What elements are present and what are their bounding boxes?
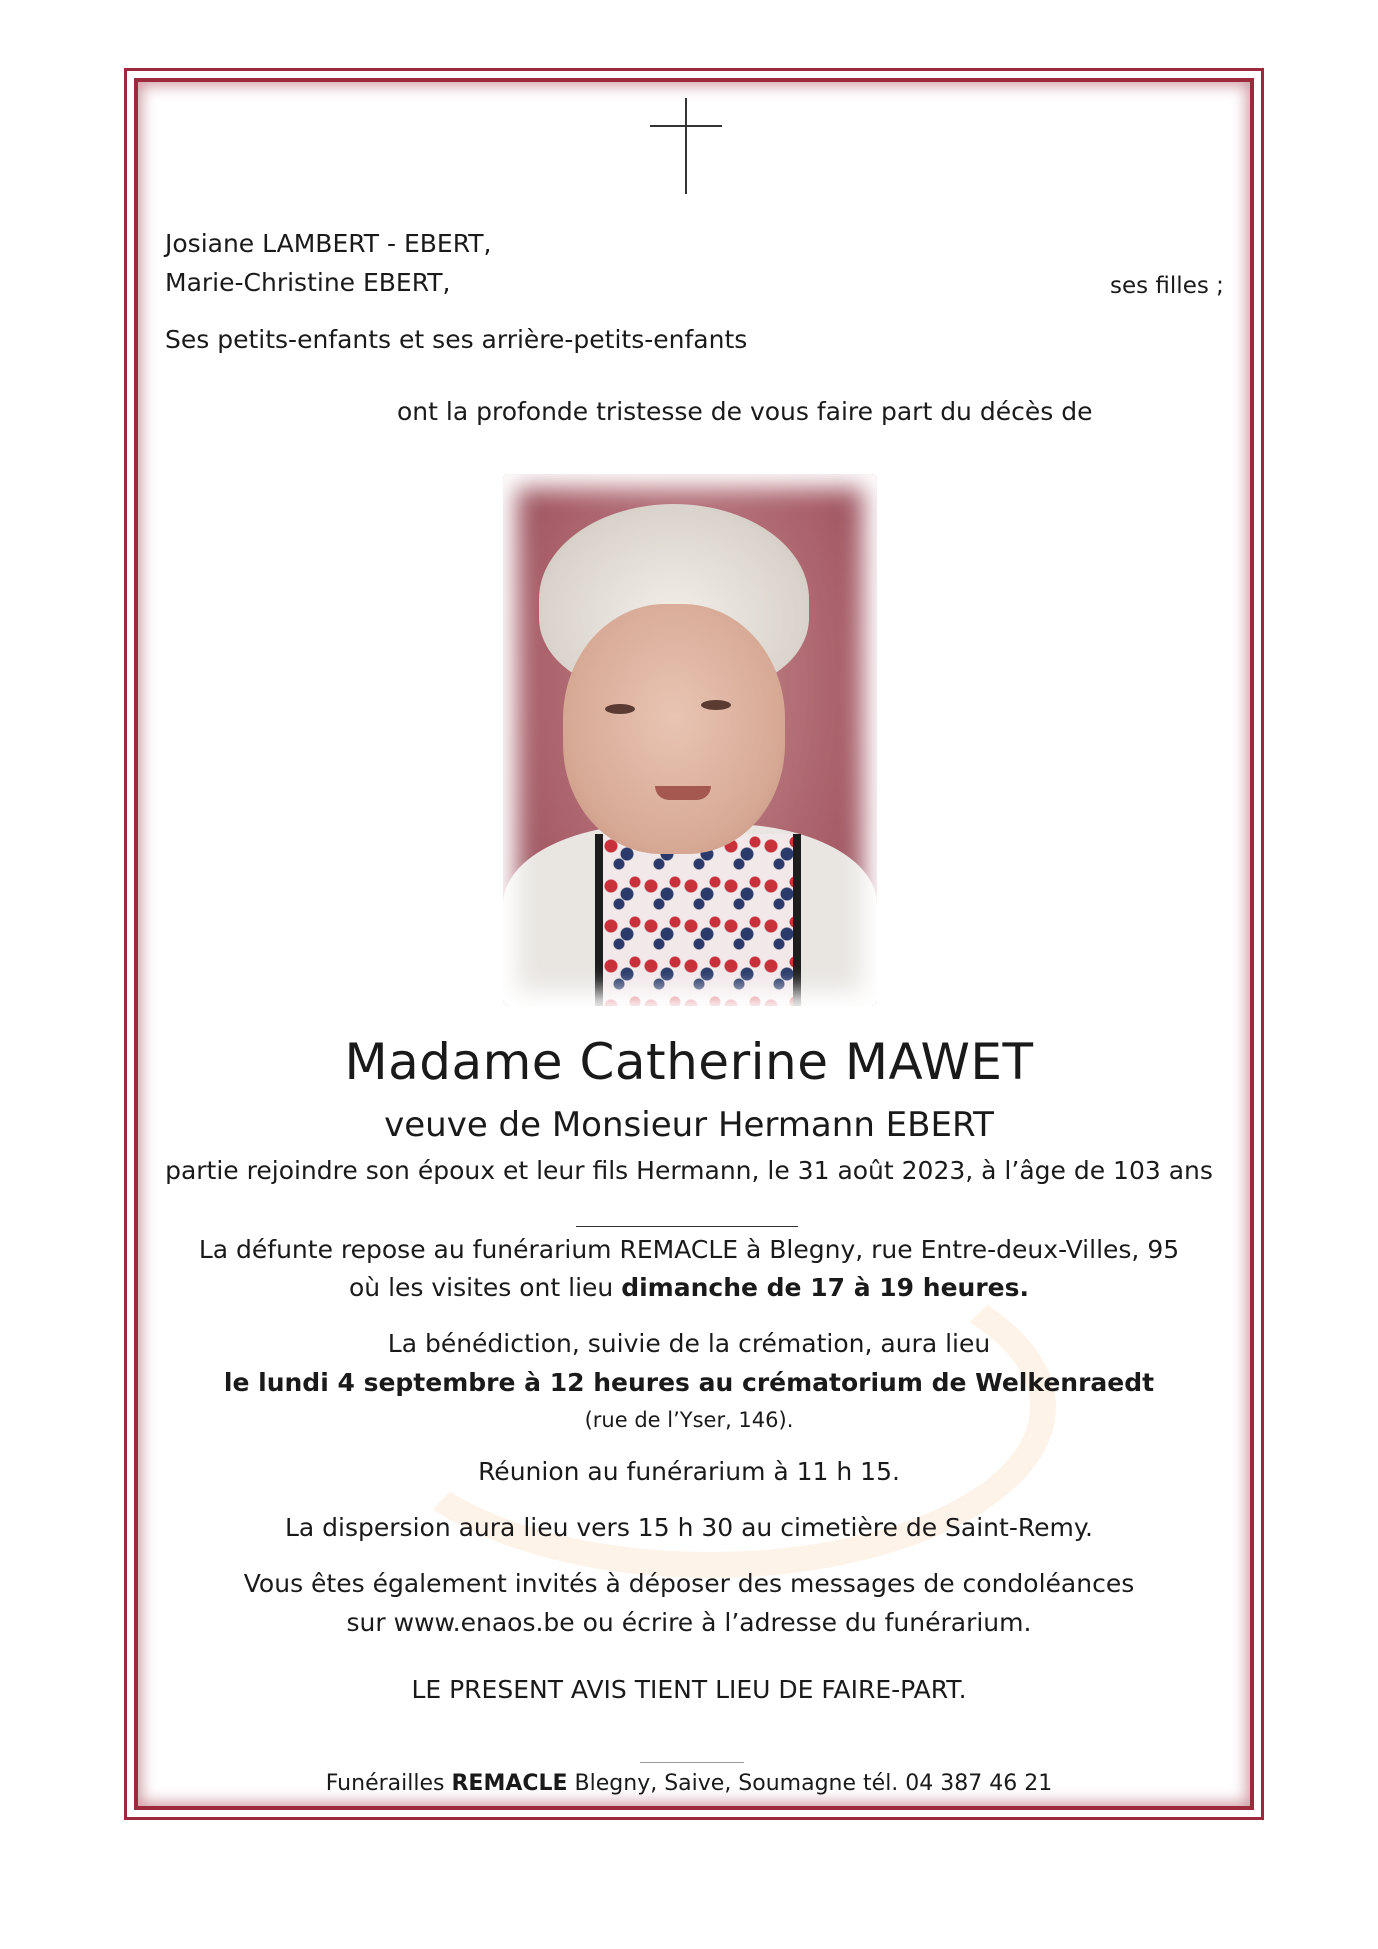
visitation-line-1: La défunte repose au funérarium REMACLE à Blegny, rue Entre-deux-Villes, 95 — [198, 1235, 1180, 1264]
footer-contact: Blegny, Saive, Soumagne tél. 04 387 46 21 — [567, 1771, 1053, 1796]
portrait-mouth — [655, 786, 711, 800]
ceremony-datetime: le lundi 4 septembre à 12 heures au crématorium de Welkenraedt — [223, 1368, 1155, 1397]
portrait-cardigan — [503, 824, 877, 1006]
dispersion-line: La dispersion aura lieu vers 15 h 30 au cimetière de Saint-Remy. — [284, 1513, 1093, 1542]
notice-line: LE PRESENT AVIS TIENT LIEU DE FAIRE-PART. — [411, 1675, 967, 1704]
portrait-face — [563, 604, 785, 854]
cross-icon-bar — [650, 125, 722, 127]
condolences-line-1: Vous êtes également invités à déposer des messages de condoléances — [243, 1569, 1135, 1598]
meeting-line: Réunion au funérarium à 11 h 15. — [478, 1457, 900, 1486]
footer-line — [0, 1768, 1378, 1800]
announcement-text: ont la profonde tristesse de vous faire part du décès de — [397, 397, 1093, 426]
visitation-prefix: où les visites ont lieu — [348, 1273, 622, 1302]
visitation-line-2 — [0, 1272, 1378, 1304]
deceased-details: partie rejoindre son époux et leur fils Hermann, le 31 août 2023, à l’âge de 103 ans — [165, 1156, 1213, 1185]
condolences-line-2: sur www.enaos.be ou écrire à l’adresse du funérarium. — [346, 1608, 1032, 1637]
ceremony-address: (rue de l’Yser, 146). — [584, 1408, 794, 1432]
cross-icon — [685, 98, 687, 194]
footer-brand: REMACLE — [451, 1771, 568, 1796]
portrait-blouse — [595, 834, 801, 1006]
portrait-eye-left — [605, 704, 635, 714]
ceremony-line-1: La bénédiction, suivie de la crémation, aura lieu — [387, 1329, 991, 1358]
portrait-photo — [503, 474, 877, 1006]
family-line-2: Marie-Christine EBERT, — [165, 268, 451, 297]
family-relation: ses filles ; — [1110, 273, 1224, 299]
visitation-time: dimanche de 17 à 19 heures. — [621, 1273, 1029, 1302]
widow-of: veuve de Monsieur Hermann EBERT — [384, 1105, 994, 1145]
portrait-hair — [539, 504, 809, 694]
ceremony-line-2 — [0, 1367, 1378, 1399]
grandchildren-line: Ses petits-enfants et ses arrière-petits-enfants — [165, 325, 748, 354]
portrait-eye-right — [701, 700, 731, 710]
footer-divider — [640, 1762, 744, 1763]
section-divider — [576, 1226, 798, 1227]
footer-prefix: Funérailles — [325, 1771, 452, 1796]
deceased-name: Madame Catherine MAWET — [344, 1033, 1034, 1091]
family-line-1: Josiane LAMBERT - EBERT, — [165, 229, 492, 258]
